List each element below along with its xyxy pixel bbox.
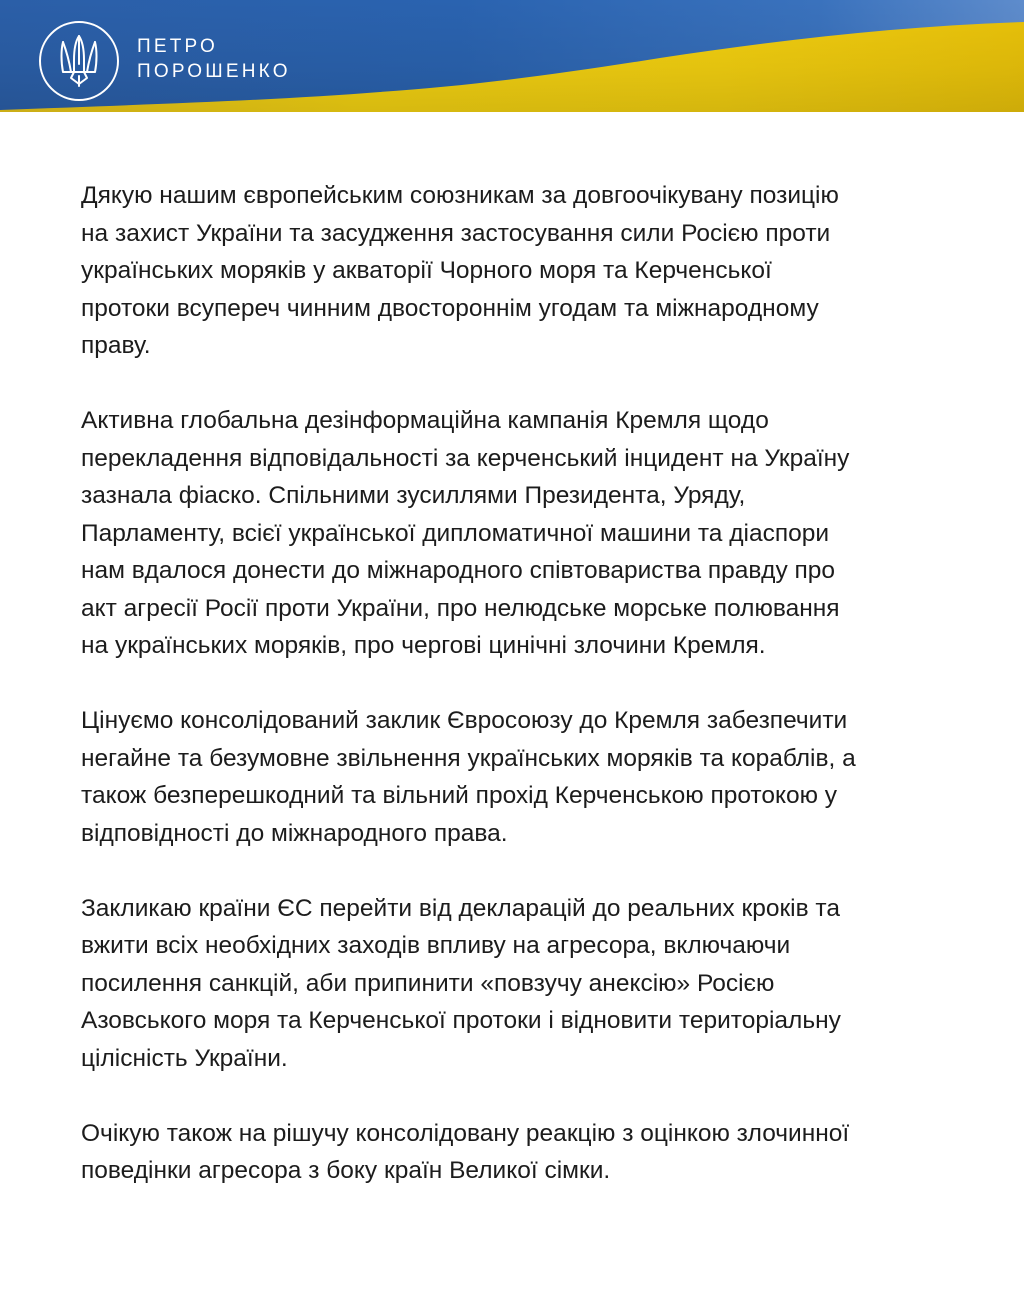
trident-logo-icon xyxy=(38,20,120,102)
paragraph-line: Парламенту, всієї української дипломатичної машини та діаспори xyxy=(81,519,830,547)
paragraph-line: Цінуємо консолідований заклик Євросоюзу до Кремля забезпечити xyxy=(81,707,848,734)
paragraph-line: перекладення відповідальності за керченський інцидент на Україну xyxy=(81,444,850,472)
paragraph-line: також безперешкодний та вільний прохід Керченською протокою у xyxy=(81,782,838,809)
statement-body xyxy=(81,177,981,1227)
paragraph-line: посилення санкцій, аби припинити «повзучу анексію» Росією xyxy=(81,969,775,997)
paragraph-2 xyxy=(81,402,981,665)
paragraph-3 xyxy=(81,702,981,852)
paragraph-5 xyxy=(81,1115,981,1190)
paragraph-line: зазнала фіаско. Спільними зусиллями Президента, Уряду, xyxy=(81,482,746,509)
paragraph-line: Азовського моря та Керченської протоки і відновити територіальну xyxy=(81,1007,841,1034)
paragraph-line: протоки всупереч чинним двостороннім угодам та міжнародному xyxy=(81,294,819,322)
paragraph-line: українських моряків у акваторії Чорного моря та Керченської xyxy=(81,257,772,284)
brand-name xyxy=(137,34,291,84)
paragraph-line: цілісність України. xyxy=(81,1044,288,1072)
paragraph-4 xyxy=(81,890,981,1078)
paragraph-line: Очікую також на рішучу консолідовану реакцію з оцінкою злочинної xyxy=(81,1119,850,1147)
paragraph-line: негайне та безумовне звільнення українських моряків та кораблів, а xyxy=(81,744,856,772)
paragraph-line: Активна глобальна дезінформаційна кампанія Кремля щодо xyxy=(81,407,769,434)
brand-first-name: ПЕТРО xyxy=(137,36,218,57)
paragraph-line: Дякую нашим європейським союзникам за довгоочікувану позицію xyxy=(81,182,839,209)
paragraph-line: нам вдалося донести до міжнародного співтовариства правду про xyxy=(81,557,836,584)
paragraph-line: вжити всіх необхідних заходів впливу на агресора, включаючи xyxy=(81,932,791,959)
paragraph-line: відповідності до міжнародного права. xyxy=(81,819,508,847)
brand-last-name: ПОРОШЕНКО xyxy=(137,61,291,82)
flag-banner xyxy=(0,0,1024,112)
paragraph-line: акт агресії Росії проти України, про нелюдське морське полювання xyxy=(81,594,840,622)
paragraph-1 xyxy=(81,177,981,365)
paragraph-line: праву. xyxy=(81,332,151,359)
paragraph-line: Закликаю країни ЄС перейти від декларацій до реальних кроків та xyxy=(81,894,840,922)
paragraph-line: на захист України та засудження застосування сили Росією проти xyxy=(81,219,831,247)
paragraph-line: поведінки агресора з боку країн Великої сімки. xyxy=(81,1157,611,1184)
paragraph-line: на українських моряків, про чергові цинічні злочини Кремля. xyxy=(81,632,766,659)
